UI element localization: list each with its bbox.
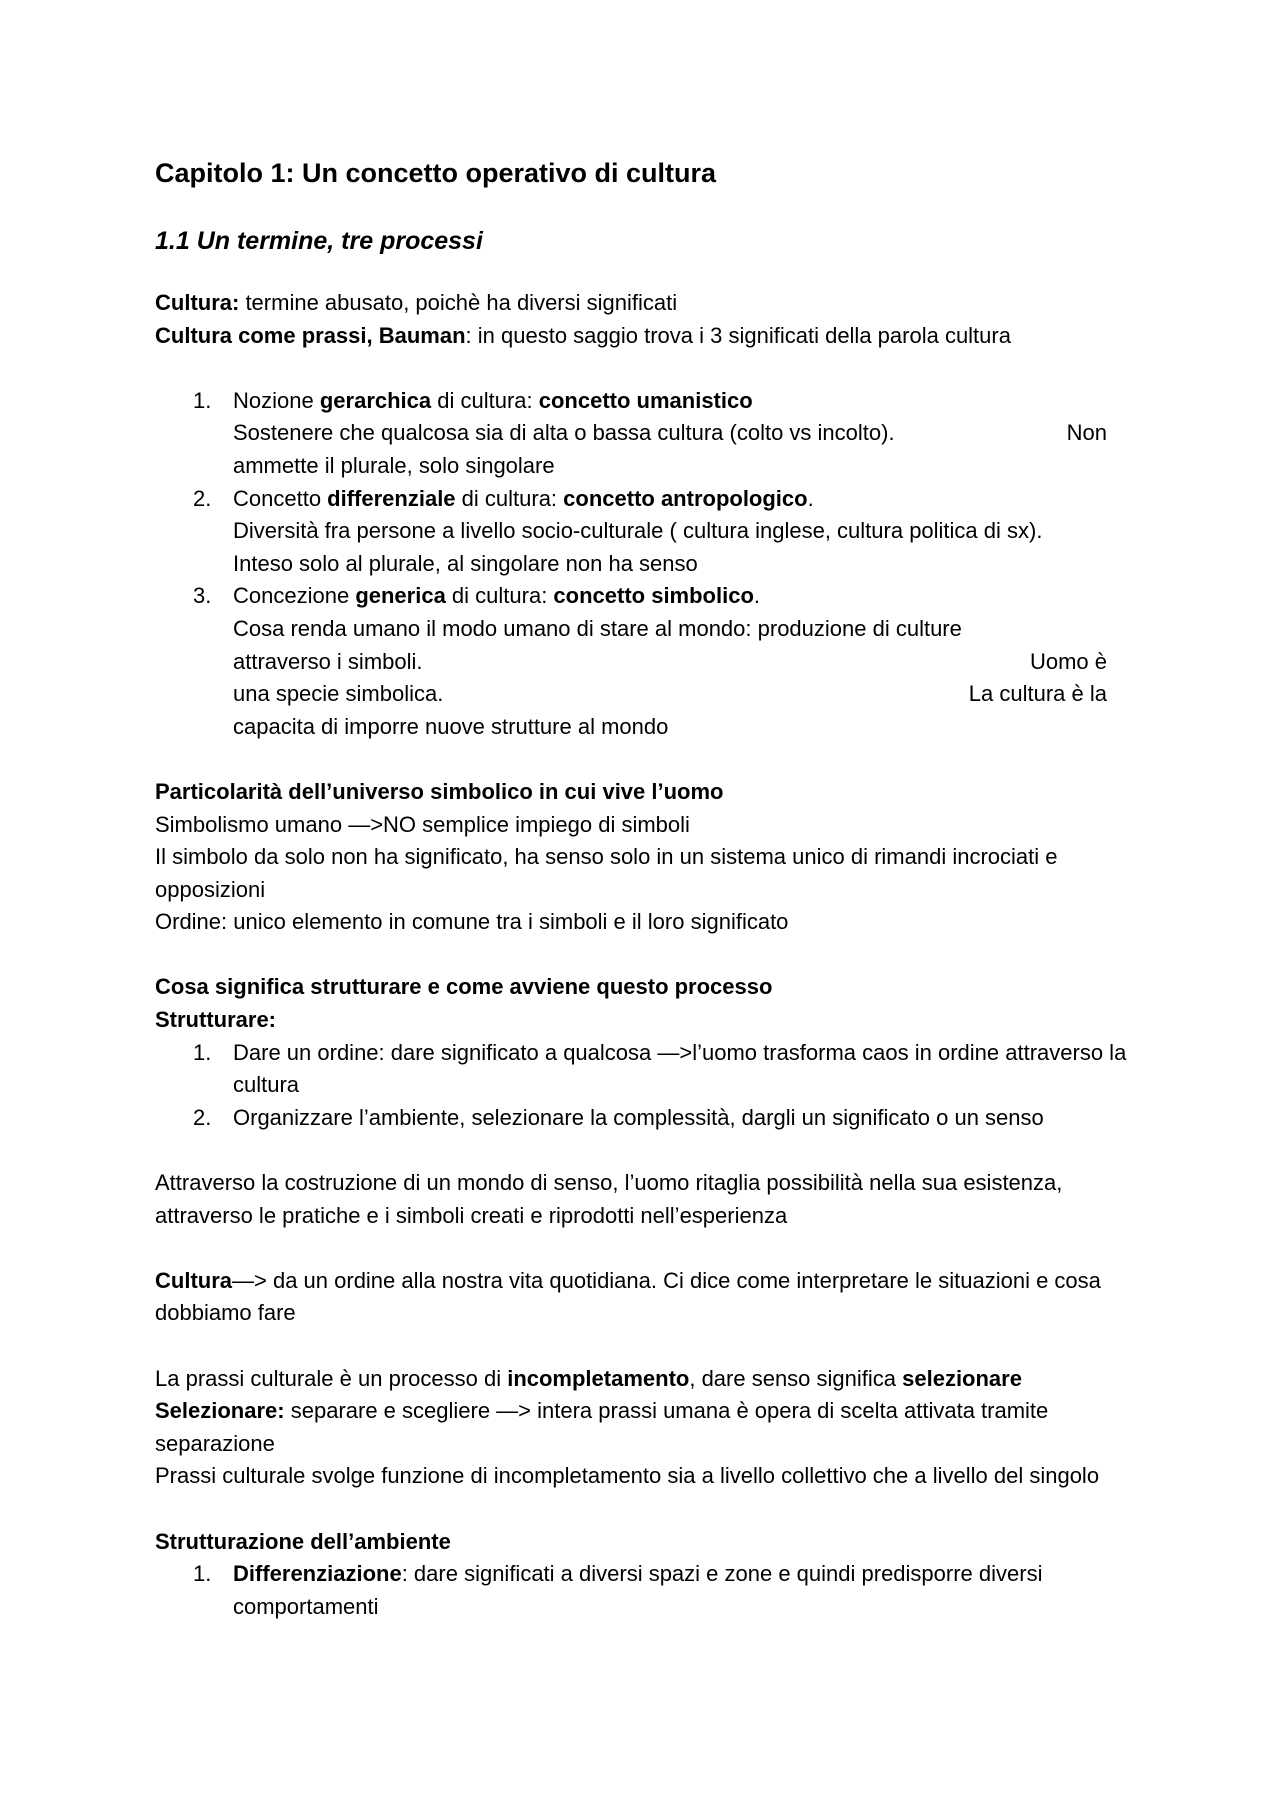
strutturare-subheading: Strutturare: xyxy=(155,1007,277,1033)
list-item: 1. Dare un ordine: dare significato a qualcosa —>l’uomo trasforma caos in ordine attraverso la cultura xyxy=(193,1039,1127,1098)
list-item: 2. Organizzare l’ambiente, selezionare la complessità, dargli un significato o un senso xyxy=(193,1104,1044,1130)
paragraph: Prassi culturale svolge funzione di incompletamento sia a livello collettivo che a livello del singolo xyxy=(155,1463,1100,1489)
strutturazione-list xyxy=(155,1558,1135,1623)
section-title: 1.1 Un termine, tre processi xyxy=(155,227,483,255)
chapter-title: Capitolo 1: Un concetto operativo di cultura xyxy=(155,158,717,188)
strutturare-list xyxy=(155,1037,1135,1135)
culture-notions-list xyxy=(155,385,1135,744)
list-item: 2. Concetto differenziale di cultura: concetto antropologico. Diversità fra persone a livello socio-culturale ( cultura inglese, cultura politica di sx). Inteso solo al plurale, al singolare non ha senso xyxy=(193,485,1043,576)
paragraph: Ordine: unico elemento in comune tra i simboli e il loro significato xyxy=(155,909,789,935)
list-item: 1. Differenziazione: dare significati a diversi spazi e zone e quindi predisporre diversi comportamenti xyxy=(193,1561,1043,1619)
paragraph-selezionare: Selezionare: separare e scegliere —> intera prassi umana è opera di scelta attivata tramite separazione xyxy=(155,1398,1049,1456)
intro-line-bauman: Cultura come prassi, Bauman: in questo saggio trova i 3 significati della parola cultura xyxy=(155,322,1011,348)
paragraph-prassi: La prassi culturale è un processo di incompletamento, dare senso significa selezionare xyxy=(155,1365,1022,1391)
paragraph: Simbolismo umano —>NO semplice impiego di simboli xyxy=(155,811,690,837)
particolarita-heading: Particolarità dell’universo simbolico in cui vive l’uomo xyxy=(155,778,724,804)
intro-line-cultura: Cultura: termine abusato, poichè ha diversi significati xyxy=(155,290,678,315)
paragraph: Il simbolo da solo non ha significato, ha senso solo in un sistema unico di rimandi incrociati e opposizioni xyxy=(155,844,1058,902)
strutturare-heading: Cosa significa strutturare e come avviene questo processo xyxy=(155,974,773,1000)
strutturazione-heading: Strutturazione dell’ambiente xyxy=(155,1528,451,1554)
paragraph: Attraverso la costruzione di un mondo di senso, l’uomo ritaglia possibilità nella sua esistenza, attraverso le pratiche e i simboli creati e riprodotti nell’esperienza xyxy=(155,1170,1063,1228)
paragraph-cultura-ordine: Cultura—> da un ordine alla nostra vita quotidiana. Ci dice come interpretare le situazioni e cosa dobbiamo fare xyxy=(155,1267,1101,1326)
list-item: 1. Nozione gerarchica di cultura: concetto umanistico Sostenere che qualcosa sia di alta o bassa cultura (colto vs incolto). Non ammette il plurale, solo singolare xyxy=(193,387,1107,478)
list-item: 3. Concezione generica di cultura: concetto simbolico. Cosa renda umano il modo umano di stare al mondo: produzione di culture attraverso i simboli. Uomo è una specie simbolica. La cultura è la capacita di imporre nuove strutture al mondo xyxy=(193,583,1107,739)
document-page xyxy=(155,153,1135,1623)
